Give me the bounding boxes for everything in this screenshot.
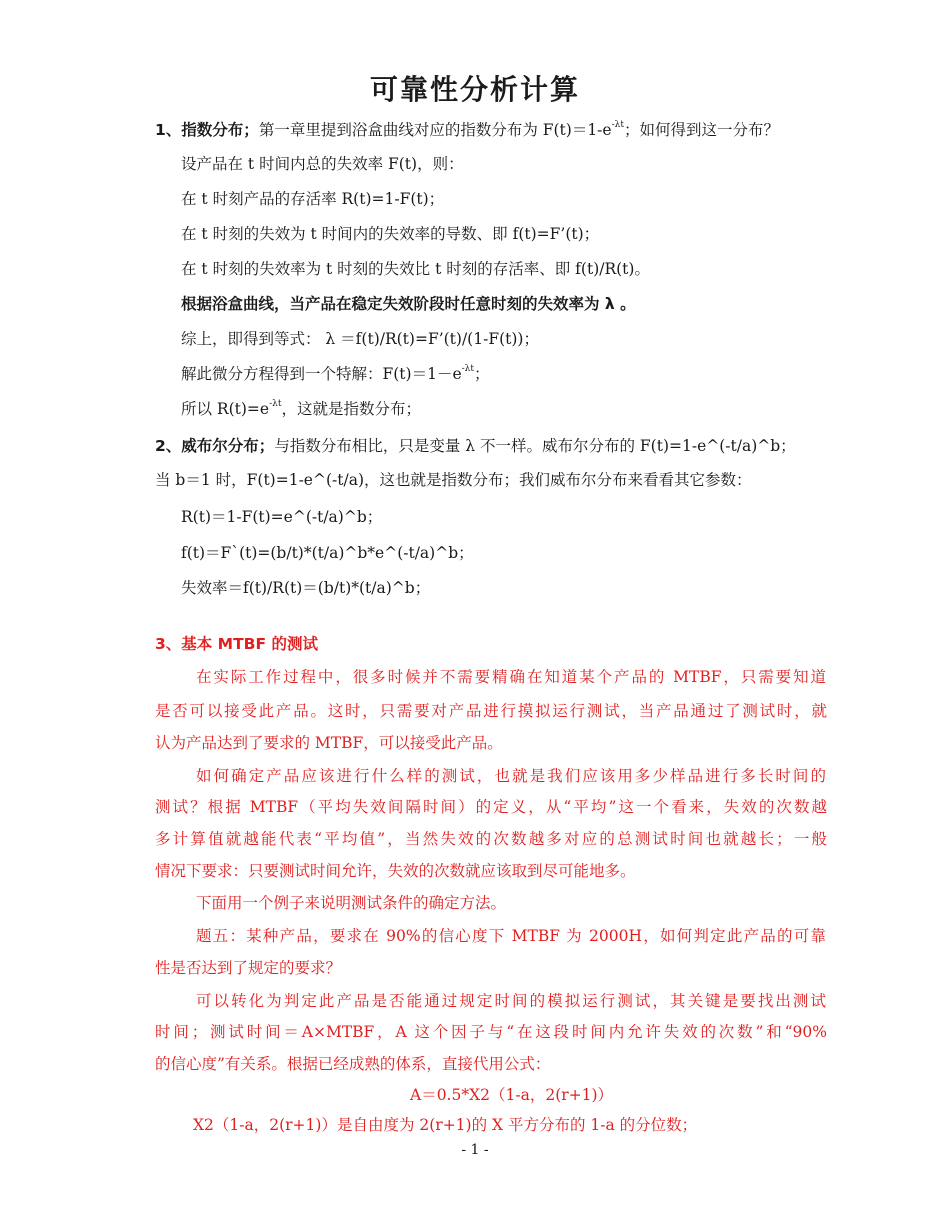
sec3-heading: 3、基本 MTBF 的测试 <box>155 635 318 653</box>
sec1-line-5: 根据浴盒曲线，当产品在稳定失效阶段时任意时刻的失效率为 λ 。 <box>181 295 636 313</box>
sec1-intro-text-a: 第一章里提到浴盒曲线对应的指数分布为 F(t)＝1-e <box>258 121 612 139</box>
sec3-p1-line-2: 是否可以接受此产品。这时，只需要对产品进行摸拟运行测试，当产品通过了测试时，就 <box>155 702 827 720</box>
sec1-line-1: 设产品在 t 时间内总的失效率 F(t)，则： <box>181 155 464 173</box>
sec1-line-8-sup: -λt <box>269 399 282 409</box>
sec3-p1-line-3: 认为产品达到了要求的 MTBF，可以接受此产品。 <box>155 734 503 752</box>
sec2-line-3: f(t)＝F`(t)=(b/t)*(t/a)^b*e^(-t/a)^b； <box>181 544 474 562</box>
sec3-p2-line-2: 测试？根据 MTBF（平均失效间隔时间）的定义，从“平均”这一个看来，失效的次数越 <box>155 798 827 816</box>
sec3-p2-line-3: 多计算值就越能代表“平均值”，当然失效的次数越多对应的总测试时间也就越长；一般 <box>155 830 827 848</box>
sec3-p4-line-1: 题五：某种产品，要求在 90%的信心度下 MTBF 为 2000H，如何判定此产品的可靠 <box>196 927 826 945</box>
sec1-line-7-a: 解此微分方程得到一个特解：F(t)＝1－e <box>181 365 462 383</box>
sec3-p1-line-1: 在实际工作过程中，很多时候并不需要精确在知道某个产品的 MTBF，只需要知道 <box>196 668 826 686</box>
sec2-intro-text: 与指数分布相比，只是变量 λ 不一样。威布尔分布的 F(t)=1-e^(-t/a)^b； <box>274 437 796 455</box>
sec3-p2-line-1: 如何确定产品应该进行什么样的测试，也就是我们应该用多少样品进行多长时间的 <box>196 767 826 785</box>
sec1-line-8 <box>181 399 421 419</box>
sec1-heading-sep: ； <box>243 121 259 139</box>
sec2-line-1: 当 b＝1 时，F(t)=1-e^(-t/a)，这也就是指数分布；我们威布尔分布来看看其它参数： <box>155 471 752 489</box>
sec3-p4-line-2: 性是否达到了规定的要求？ <box>155 959 342 977</box>
sec1-heading: 1、指数分布 <box>155 121 244 139</box>
sec3-p5-line-3: 的信心度”有关系。根据已经成熟的体系，直接代用公式： <box>155 1055 551 1073</box>
sec1-intro <box>155 120 779 140</box>
sec3-formula: A＝0.5*X2（1-a，2(r+1)） <box>410 1086 614 1104</box>
sec2-line-2: R(t)＝1-F(t)=e^(-t/a)^b； <box>181 508 383 526</box>
sec1-line-7-sup: -λt <box>461 364 474 374</box>
sec3-p5-line-2: 时间；测试时间＝A×MTBF，A 这个因子与“在这段时间内允许失效的次数”和“90% <box>155 1023 827 1041</box>
sec3-p5-line-1: 可以转化为判定此产品是否能通过规定时间的模拟运行测试，其关键是要找出测试 <box>196 992 826 1010</box>
sec1-intro-sup: -λt <box>611 120 624 130</box>
sec1-line-8-b: ，这就是指数分布； <box>281 400 421 418</box>
sec1-line-6: 综上，即得到等式： λ ＝f(t)/R(t)=F’(t)/(1-F(t))； <box>181 330 539 348</box>
sec1-line-2: 在 t 时刻产品的存活率 R(t)=1-F(t)； <box>181 190 445 208</box>
sec2-heading: 2、威布尔分布 <box>155 437 259 455</box>
sec3-p2-line-4: 情况下要求：只要测试时间允许，失效的次数就应该取到尽可能地多。 <box>155 862 636 880</box>
sec2-intro <box>155 436 796 456</box>
document-title: 可靠性分析计算 <box>369 73 580 106</box>
page-number: - 1 - <box>461 1142 489 1158</box>
sec1-line-8-a: 所以 R(t)=e <box>181 400 270 418</box>
sec1-line-7-b: ； <box>474 365 490 383</box>
sec1-line-4: 在 t 时刻的失效率为 t 时刻的失效比 t 时刻的存活率、即 f(t)/R(t)。 <box>181 260 650 278</box>
sec2-line-4: 失效率＝f(t)/R(t)＝(b/t)*(t/a)^b； <box>181 579 431 597</box>
sec1-line-7 <box>181 364 490 384</box>
sec2-heading-sep: ； <box>258 437 275 455</box>
sec3-note: X2（1-a，2(r+1)）是自由度为 2(r+1)的 X 平方分布的 1-a 的分位数； <box>193 1116 698 1134</box>
sec1-intro-text-b: ；如何得到这一分布？ <box>623 121 779 139</box>
sec1-line-3: 在 t 时刻的失效为 t 时间内的失效率的导数、即 f(t)=F’(t)； <box>181 225 600 243</box>
sec3-p3: 下面用一个例子来说明测试条件的确定方法。 <box>196 894 507 912</box>
